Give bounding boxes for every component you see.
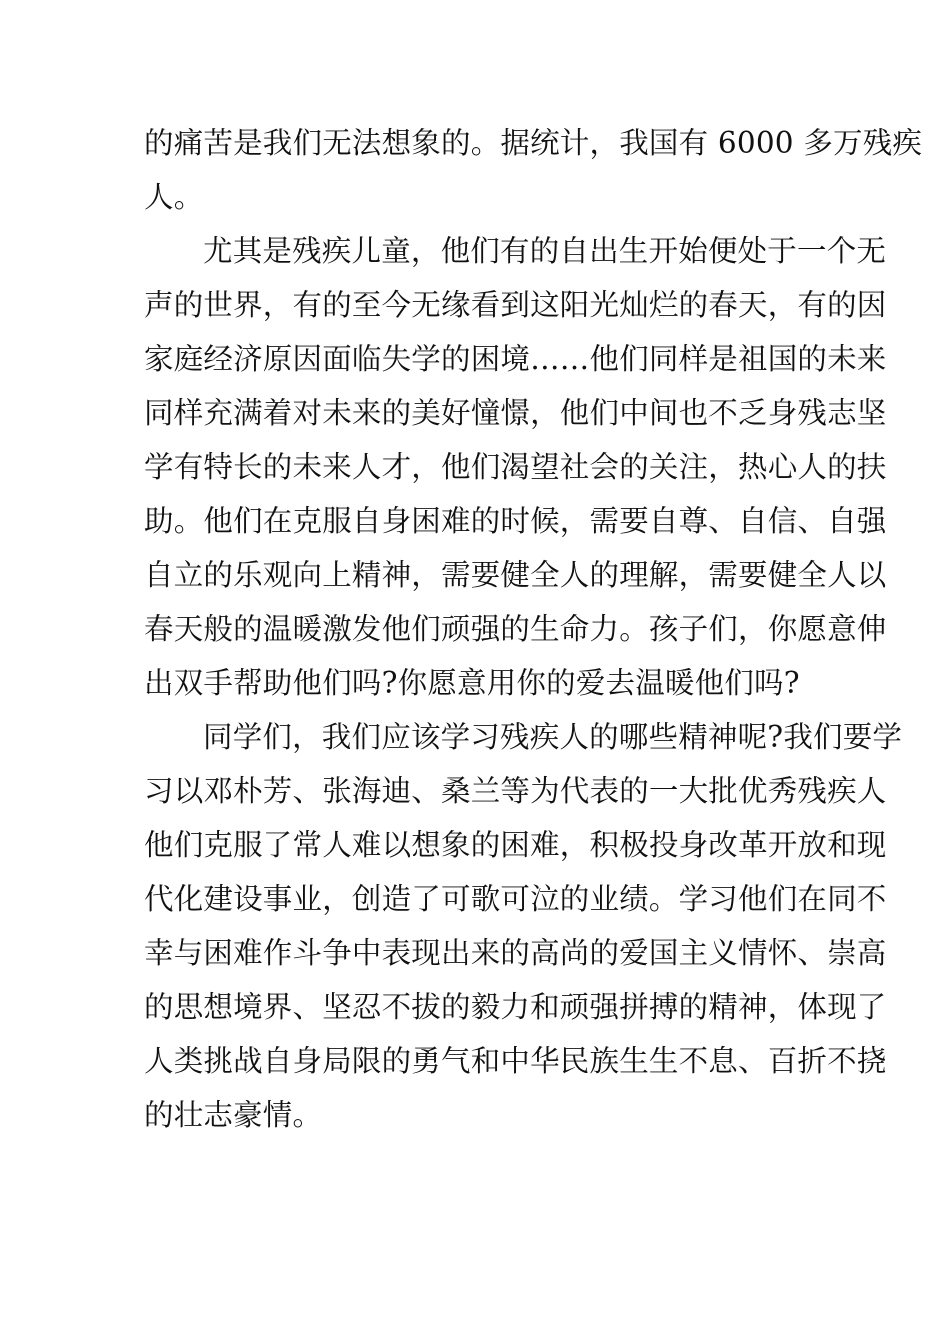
text-line: 出双手帮助他们吗?你愿意用你的爱去温暖他们吗?: [144, 666, 800, 700]
text-line: 的壮志豪情。: [144, 1098, 323, 1132]
text-line: 人。: [144, 180, 204, 214]
text-line: 春天般的温暖激发他们顽强的生命力。孩子们，你愿意伸: [144, 612, 887, 646]
text-line: 家庭经济原因面临失学的困境……他们同样是祖国的未来: [144, 342, 887, 376]
text-line: 同样充满着对未来的美好憧憬，他们中间也不乏身残志坚: [144, 396, 887, 430]
text-line: 代化建设事业，创造了可歌可泣的业绩。学习他们在同不: [144, 882, 887, 916]
text-line: 幸与困难作斗争中表现出来的高尚的爱国主义情怀、崇高: [144, 936, 887, 970]
text-line: 人类挑战自身局限的勇气和中华民族生生不息、百折不挠: [144, 1044, 887, 1078]
paragraph-first-line: 尤其是残疾儿童，他们有的自出生开始便处于一个无: [203, 234, 887, 268]
text-line: 习以邓朴芳、张海迪、桑兰等为代表的一大批优秀残疾人: [144, 774, 887, 808]
text-line: 他们克服了常人难以想象的困难，积极投身改革开放和现: [144, 828, 887, 862]
paragraph-first-line: 同学们，我们应该学习残疾人的哪些精神呢?我们要学: [203, 720, 903, 754]
text-line: 的思想境界、坚忍不拔的毅力和顽强拼搏的精神，体现了: [144, 990, 887, 1024]
text-line: 的痛苦是我们无法想象的。据统计，我国有 6000 多万残疾: [144, 126, 923, 160]
body-text: [144, 116, 923, 1142]
text-line: 自立的乐观向上精神，需要健全人的理解，需要健全人以: [144, 558, 887, 592]
text-line: 助。他们在克服自身困难的时候，需要自尊、自信、自强: [144, 504, 887, 538]
text-line: 学有特长的未来人才，他们渴望社会的关注，热心人的扶: [144, 450, 887, 484]
text-line: 声的世界，有的至今无缘看到这阳光灿烂的春天，有的因: [144, 288, 887, 322]
